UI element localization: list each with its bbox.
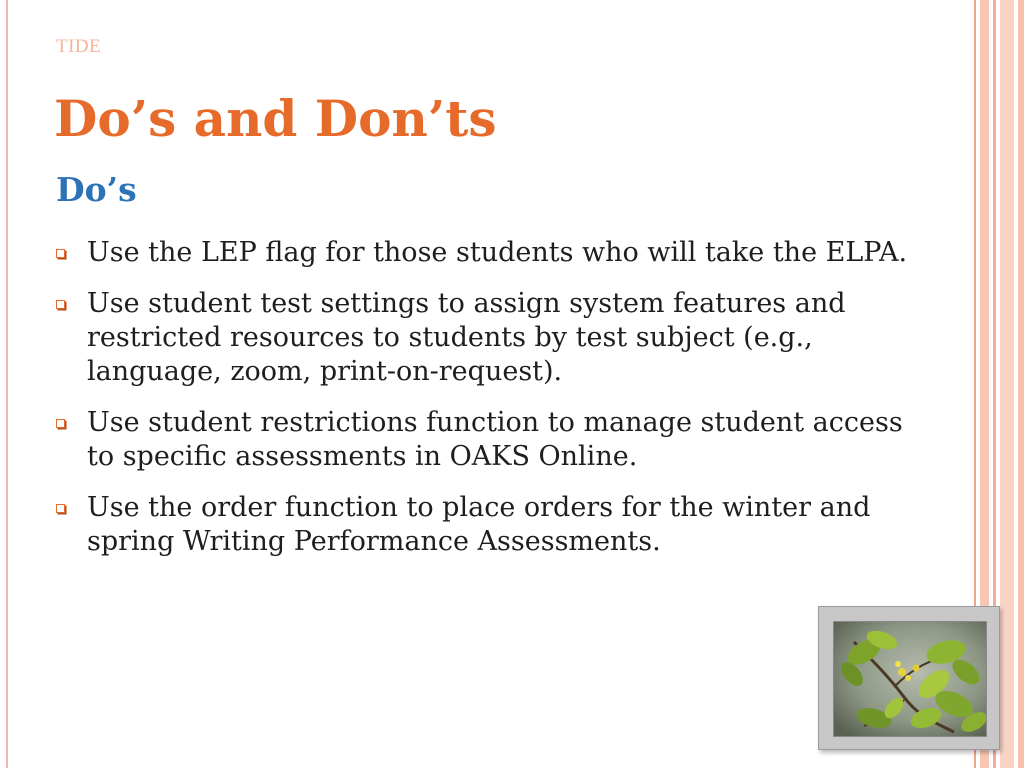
list-item bbox=[56, 491, 926, 559]
bullet-text: Use student restrictions function to manage student access to specific assessments in OAKS Online. bbox=[87, 407, 903, 472]
slide-title: Do’s and Don’ts bbox=[54, 89, 497, 148]
oak-leaves-photo bbox=[833, 621, 987, 737]
bullet-list bbox=[56, 236, 926, 576]
section-label: TIDE bbox=[56, 36, 102, 57]
hollow-square-bullet-icon bbox=[56, 419, 65, 428]
hollow-square-bullet-icon bbox=[56, 504, 65, 513]
hollow-square-bullet-icon bbox=[56, 300, 65, 309]
bullet-text: Use student test settings to assign system features and restricted resources to students by test subject (e.g., language, zoom, print-on-request). bbox=[87, 288, 846, 387]
list-item bbox=[56, 406, 926, 474]
stripe bbox=[1000, 0, 1014, 768]
picture-frame bbox=[818, 606, 1000, 750]
bullet-text: Use the order function to place orders for the winter and spring Writing Performance Assessments. bbox=[87, 492, 871, 557]
list-item bbox=[56, 236, 926, 270]
hollow-square-bullet-icon bbox=[56, 249, 65, 258]
stripe bbox=[1018, 0, 1024, 768]
list-item bbox=[56, 287, 926, 389]
left-decorative-rule bbox=[6, 0, 8, 768]
bullet-text: Use the LEP flag for those students who will take the ELPA. bbox=[87, 237, 908, 268]
slide-subtitle: Do’s bbox=[56, 170, 137, 209]
oak-leaves-photo-art bbox=[834, 622, 986, 736]
